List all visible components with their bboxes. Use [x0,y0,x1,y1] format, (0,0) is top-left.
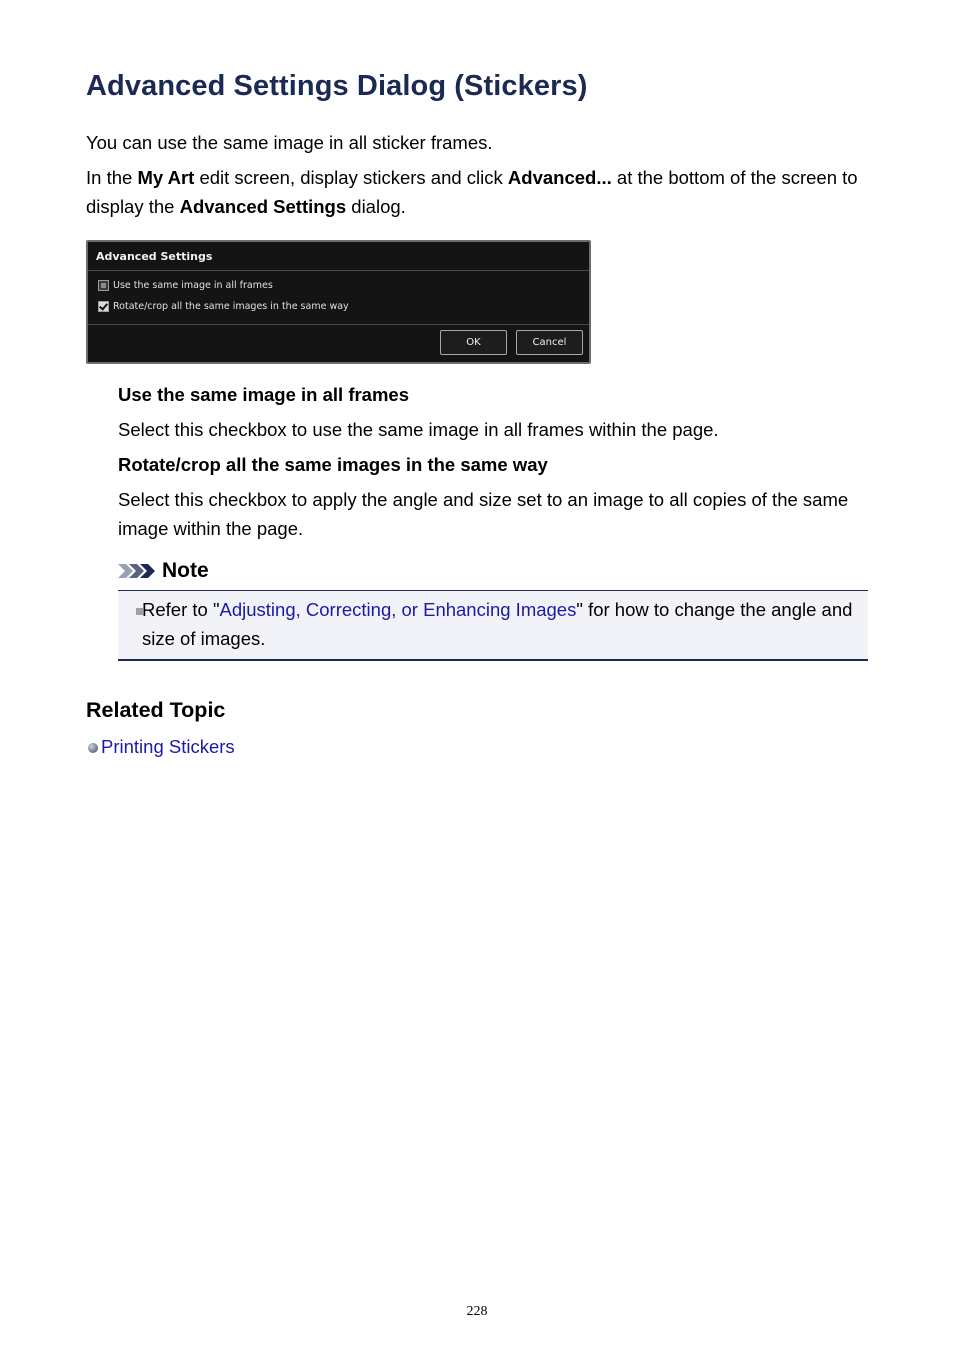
dialog-divider [88,324,589,325]
term-rotate-crop: Rotate/crop all the same images in the same way [118,454,548,475]
intro-text: You can use the same image in all sticker frames. [86,132,493,153]
ok-button[interactable]: OK [440,330,507,355]
note-box [118,590,868,661]
instruction-text: In the My Art edit screen, display stickers and click Advanced... at the bottom of the screen to display the Advanced Settings dialog. [86,167,858,217]
checkbox-unchecked-icon[interactable] [98,280,109,291]
triple-chevron-icon [118,562,158,580]
adjusting-images-link[interactable]: Adjusting, Correcting, or Enhancing Images [219,599,577,620]
advanced-settings-dialog-screenshot [86,240,591,364]
dialog-divider [88,270,589,271]
note-text: Refer to "Adjusting, Correcting, or Enhancing Images" for how to change the angle and size of images. [142,599,853,649]
dialog-title: Advanced Settings [96,250,213,263]
desc-rotate-crop: Select this checkbox to apply the angle and size set to an image to all copies of the same image within the page. [118,489,849,539]
related-topic-heading: Related Topic [86,698,226,722]
option-rotate-crop[interactable] [98,301,349,312]
option-same-image-label: Use the same image in all frames [113,280,273,291]
checkbox-checked-icon[interactable] [98,301,109,312]
page-number: 228 [466,1304,488,1319]
sphere-bullet-icon [88,743,98,753]
printing-stickers-link[interactable]: Printing Stickers [101,736,235,757]
my-art-term: My Art [137,167,195,188]
option-same-image[interactable] [98,280,273,291]
note-heading [118,559,209,583]
note-heading-label: Note [162,559,209,582]
page-title: Advanced Settings Dialog (Stickers) [86,70,588,102]
advanced-term: Advanced... [507,167,612,188]
cancel-button[interactable]: Cancel [516,330,583,355]
option-rotate-crop-label: Rotate/crop all the same images in the same way [113,301,349,312]
desc-same-image: Select this checkbox to use the same image in all frames within the page. [118,419,719,440]
related-topic-item[interactable] [88,736,235,758]
term-same-image: Use the same image in all frames [118,384,409,405]
advanced-settings-term: Advanced Settings [179,196,347,217]
